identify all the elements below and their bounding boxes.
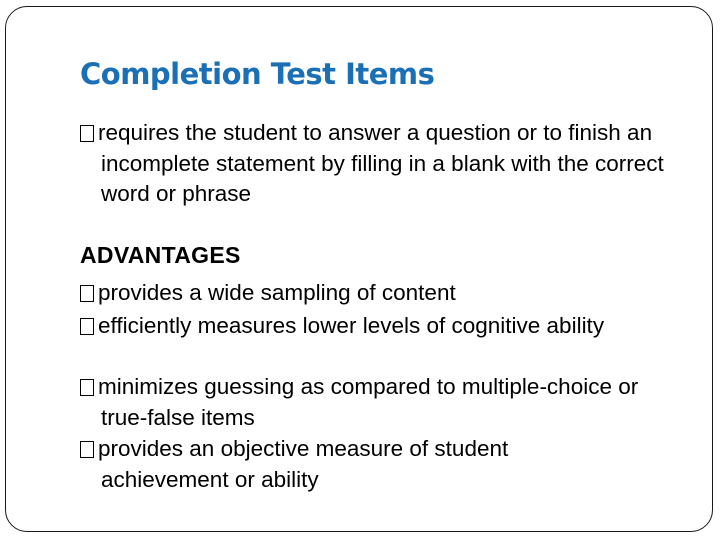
advantage-item	[80, 434, 621, 495]
bullet-box-icon	[80, 318, 94, 335]
advantage-item-text: minimizes guessing as compared to multiple-choice or true-false items	[98, 374, 639, 430]
advantage-item	[80, 311, 661, 342]
advantages-heading: ADVANTAGES	[80, 242, 241, 268]
advantage-item-text: provides an objective measure of student achievement or ability	[98, 436, 509, 492]
intro-bullet	[80, 118, 701, 210]
bullet-box-icon	[80, 379, 94, 396]
advantage-item-text: provides a wide sampling of content	[98, 280, 456, 305]
bullet-box-icon	[80, 441, 94, 458]
advantage-item	[80, 372, 661, 433]
slide-title: Completion Test Items	[80, 57, 435, 91]
advantage-item	[80, 278, 701, 309]
intro-bullet-text: requires the student to answer a question or to finish an incomplete statement by filling in a blank with the correct word or phrase	[98, 120, 664, 206]
advantage-item-text: efficiently measures lower levels of cognitive ability	[98, 313, 605, 338]
bullet-box-icon	[80, 285, 94, 302]
bullet-box-icon	[80, 125, 94, 142]
